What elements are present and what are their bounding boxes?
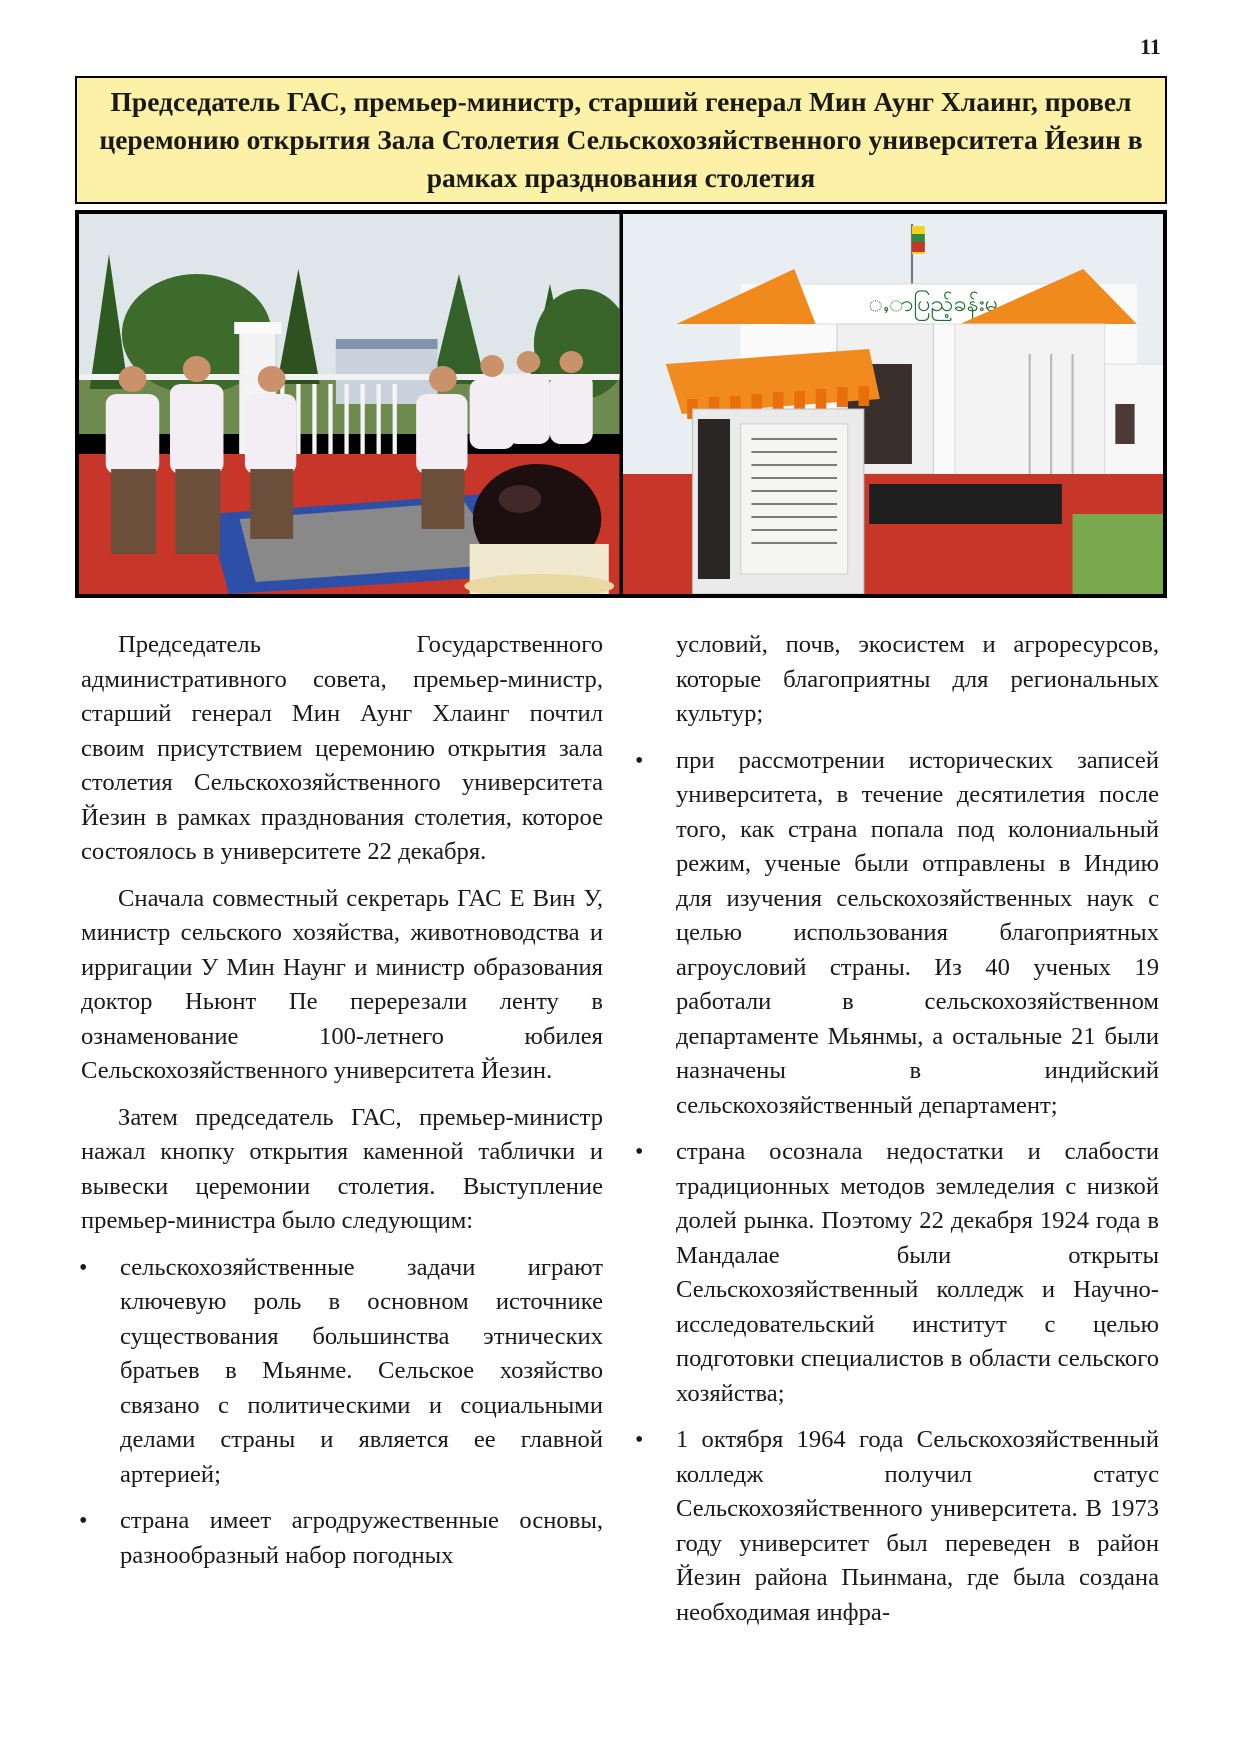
hall-photo <box>623 214 1164 594</box>
bullet-icon: • <box>635 747 644 774</box>
bullet-item <box>637 744 1159 1124</box>
bullet-item <box>81 1251 603 1493</box>
bullet-icon: • <box>635 1139 644 1165</box>
bullet-item <box>637 1135 1159 1411</box>
bullet-icon: • <box>79 1254 88 1281</box>
bullet-text: 1 октября 1964 года Сельскохозяйственный колледж получил статус Сельскохозяйственного университета. В 1973 году университет был переведен в район Йезин района Пьинмана, где была создана необходимая инфра- <box>676 1426 1159 1626</box>
bullet-item <box>81 1504 603 1573</box>
bullet-continuation <box>637 628 1159 732</box>
bullet-item <box>637 1423 1159 1630</box>
paragraph-3: Затем председатель ГАС, премьер-министр нажал кнопку открытия каменной таблички и вывески церемонии столетия. Выступление премьер-министра было следующим: <box>81 1103 603 1234</box>
right-column <box>637 628 1159 1642</box>
bullet-icon: • <box>79 1508 88 1534</box>
ceremony-photo <box>79 214 620 594</box>
left-column <box>81 628 603 1585</box>
paragraph-2: Сначала совместный секретарь ГАС Е Вин У, министр сельского хозяйства, животноводства и ирригации У Мин Наунг и министр образования доктор Ньюнт Пе перерезали ленту в ознаменование 100-летнего юбилея Сельскохозяйственного университета Йезин. <box>81 884 603 1084</box>
photo-strip <box>75 210 1167 598</box>
hall-sign-text: ႇာပြည့်ခန်းမ <box>868 291 998 317</box>
bullet-text: страна осознала недостатки и слабости традиционных методов земледелия с низкой долей рынка. Поэтому 22 декабря 1924 года в Мандалае были открыты Сельскохозяйственный колледж и Научно-исследовательский институт с целью подготовки специалистов в области сельского хозяйства; <box>676 1138 1159 1407</box>
page-number: 11 <box>1140 34 1161 59</box>
headline-box <box>75 76 1167 204</box>
bullet-text: страна имеет агродружественные основы, разнообразный набор погодных <box>120 1507 603 1569</box>
bullet-icon: • <box>635 1427 644 1453</box>
headline: Председатель ГАС, премьер-министр, старший генерал Мин Аунг Хлаинг, провел церемонию открытия Зала Столетия Сельскохозяйственного университета Йезин в рамках празднования столетия <box>99 86 1143 193</box>
bullet-text: при рассмотрении исторических записей университета, в течение десятилетия после того, как страна попала под колониальный режим, ученые были отправлены в Индию для изучения сельскохозяйственных наук с целью использования благоприятных агроусловий страны. Из 40 ученых 19 работали в сельскохозяйственном департаменте Мьянмы, а остальные 21 были назначены в индийский сельскохозяйственный департамент; <box>676 746 1159 1119</box>
bullet-text: условий, почв, экосистем и агроресурсов, которые благоприятны для региональных культур; <box>676 631 1159 727</box>
paragraph-1: Председатель Государственного административного совета, премьер-министр, старший генерал Мин Аунг Хлаинг почтил своим присутствием церемонию открытия зала столетия Сельскохозяйственного университета Йезин в рамках празднования столетия, которое состоялось в университете 22 декабря. <box>81 631 603 865</box>
bullet-text: сельскохозяйственные задачи играют ключевую роль в основном источнике существования большинства этнических братьев в Мьянме. Сельское хозяйство связано с политическими и социальными делами страны и является ее главной артерией; <box>120 1253 603 1488</box>
